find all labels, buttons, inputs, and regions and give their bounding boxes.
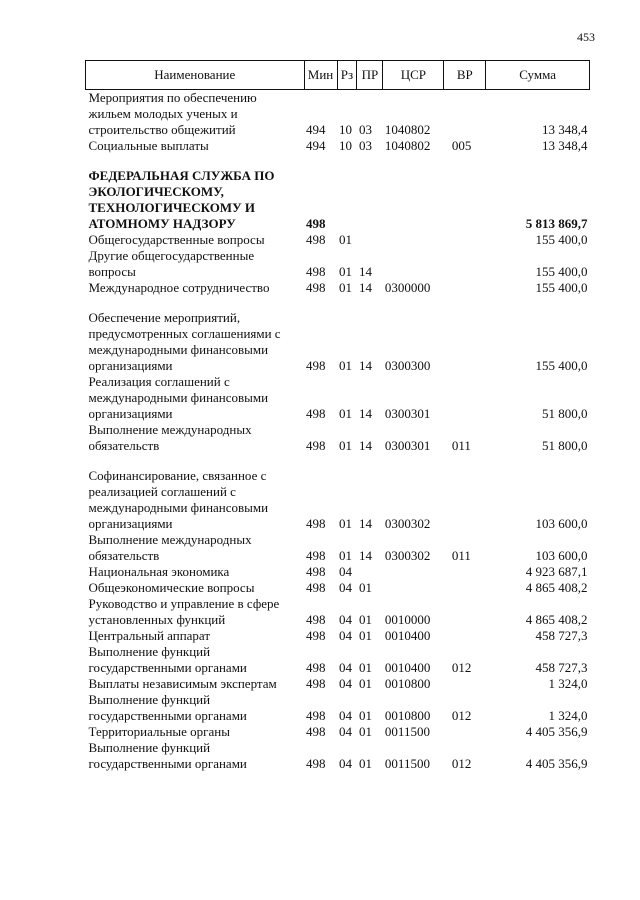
cell-name: Другие общегосударственные вопросы bbox=[88, 248, 255, 279]
table-row bbox=[86, 422, 590, 454]
cell-csr bbox=[383, 232, 444, 248]
cell-vr bbox=[444, 154, 486, 232]
cell-sum: 13 348,4 bbox=[542, 122, 588, 137]
cell-min: 498 bbox=[306, 660, 326, 675]
table-row bbox=[86, 248, 590, 280]
cell-min: 498 bbox=[306, 264, 326, 279]
cell-rz: 01 bbox=[339, 548, 352, 563]
cell-vr bbox=[444, 628, 486, 644]
cell-vr: 005 bbox=[451, 138, 472, 153]
cell-rz: 01 bbox=[339, 438, 352, 453]
cell-sum: 103 600,0 bbox=[535, 516, 588, 531]
cell-name: Общеэкономические вопросы bbox=[88, 580, 255, 595]
cell-pr: 03 bbox=[358, 122, 372, 137]
table-row bbox=[86, 676, 590, 692]
header-pr: ПР bbox=[357, 61, 383, 90]
cell-sum: 51 800,0 bbox=[542, 406, 588, 421]
cell-rz: 04 bbox=[339, 564, 352, 579]
cell-name: ФЕДЕРАЛЬНАЯ СЛУЖБА ПО ЭКОЛОГИЧЕСКОМУ, ТЕХНОЛОГИЧЕСКОМУ И АТОМНОМУ НАДЗОРУ bbox=[88, 168, 275, 231]
cell-min: 498 bbox=[306, 724, 326, 739]
header-min: Мин bbox=[304, 61, 337, 90]
cell-pr: 14 bbox=[358, 264, 372, 279]
cell-name: Международное сотрудничество bbox=[88, 280, 270, 295]
cell-min: 498 bbox=[306, 756, 326, 771]
table-row bbox=[86, 724, 590, 740]
cell-pr: 14 bbox=[358, 548, 372, 563]
cell-pr bbox=[357, 564, 383, 580]
cell-min: 498 bbox=[306, 232, 326, 247]
cell-rz: 04 bbox=[339, 724, 352, 739]
table-row bbox=[86, 596, 590, 628]
cell-sum: 1 324,0 bbox=[548, 708, 588, 723]
cell-vr bbox=[444, 564, 486, 580]
cell-vr: 012 bbox=[451, 756, 472, 771]
cell-rz: 04 bbox=[339, 660, 352, 675]
cell-csr bbox=[383, 564, 444, 580]
cell-sum: 13 348,4 bbox=[542, 138, 588, 153]
cell-pr bbox=[357, 232, 383, 248]
cell-rz: 10 bbox=[339, 138, 352, 153]
cell-min: 498 bbox=[306, 676, 326, 691]
cell-name: Территориальные органы bbox=[88, 724, 230, 739]
budget-table bbox=[85, 60, 590, 772]
table-row bbox=[86, 296, 590, 374]
header-sum: Сумма bbox=[486, 61, 590, 90]
cell-min: 498 bbox=[306, 564, 326, 579]
cell-csr: 1040802 bbox=[384, 138, 431, 153]
cell-pr: 01 bbox=[358, 724, 372, 739]
cell-rz: 04 bbox=[339, 708, 352, 723]
cell-sum: 4 405 356,9 bbox=[525, 756, 588, 771]
cell-vr bbox=[444, 232, 486, 248]
cell-pr: 14 bbox=[358, 406, 372, 421]
cell-min: 498 bbox=[306, 708, 326, 723]
cell-name: Выполнение функций государственными органами bbox=[88, 644, 247, 675]
cell-name: Выплаты независимым экспертам bbox=[88, 676, 277, 691]
cell-pr: 01 bbox=[358, 580, 372, 595]
cell-pr: 01 bbox=[358, 660, 372, 675]
cell-rz: 04 bbox=[339, 612, 352, 627]
cell-name: Выполнение функций государственными органами bbox=[88, 740, 247, 771]
cell-csr: 0010800 bbox=[384, 708, 431, 723]
cell-csr: 0011500 bbox=[384, 724, 430, 739]
cell-sum: 1 324,0 bbox=[548, 676, 588, 691]
cell-name: Общегосударственные вопросы bbox=[88, 232, 265, 247]
cell-sum: 4 865 408,2 bbox=[525, 612, 588, 627]
cell-vr bbox=[444, 676, 486, 692]
cell-vr: 011 bbox=[451, 548, 471, 563]
cell-vr bbox=[444, 90, 486, 139]
cell-pr: 03 bbox=[358, 138, 372, 153]
cell-min: 498 bbox=[306, 406, 326, 421]
table-row bbox=[86, 580, 590, 596]
cell-vr bbox=[444, 296, 486, 374]
cell-sum: 155 400,0 bbox=[535, 232, 588, 247]
cell-name: Выполнение международных обязательств bbox=[88, 532, 252, 563]
cell-sum: 458 727,3 bbox=[535, 628, 588, 643]
table-row bbox=[86, 564, 590, 580]
cell-csr: 0010400 bbox=[384, 660, 431, 675]
cell-vr bbox=[444, 374, 486, 422]
cell-pr: 01 bbox=[358, 708, 372, 723]
cell-vr: 012 bbox=[451, 708, 472, 723]
table-row bbox=[86, 644, 590, 676]
table-row bbox=[86, 374, 590, 422]
cell-name: Выполнение международных обязательств bbox=[88, 422, 252, 453]
cell-sum: 103 600,0 bbox=[535, 548, 588, 563]
table-header bbox=[86, 61, 590, 90]
cell-pr: 01 bbox=[358, 676, 372, 691]
cell-name: Мероприятия по обеспечению жильем молодых ученых и строительство общежитий bbox=[88, 90, 257, 137]
page-number: 453 bbox=[577, 30, 595, 44]
cell-pr bbox=[357, 154, 383, 232]
table-row bbox=[86, 280, 590, 296]
cell-sum: 458 727,3 bbox=[535, 660, 588, 675]
cell-rz: 10 bbox=[339, 122, 352, 137]
cell-pr: 14 bbox=[358, 516, 372, 531]
cell-sum: 4 865 408,2 bbox=[525, 580, 588, 595]
cell-csr: 0300000 bbox=[384, 280, 431, 295]
table-row bbox=[86, 532, 590, 564]
cell-name: Выполнение функций государственными органами bbox=[88, 692, 247, 723]
cell-sum: 155 400,0 bbox=[535, 280, 588, 295]
cell-min: 498 bbox=[306, 280, 326, 295]
cell-pr: 14 bbox=[358, 438, 372, 453]
header-csr: ЦСР bbox=[383, 61, 444, 90]
cell-rz: 01 bbox=[339, 232, 352, 247]
cell-min: 498 bbox=[306, 580, 326, 595]
cell-min: 498 bbox=[306, 438, 326, 453]
cell-sum: 155 400,0 bbox=[535, 264, 588, 279]
cell-min: 494 bbox=[306, 138, 326, 153]
cell-name: Обеспечение мероприятий, предусмотренных соглашениями с международными финансовыми организациями bbox=[88, 310, 281, 373]
cell-rz: 04 bbox=[339, 628, 352, 643]
cell-rz: 04 bbox=[339, 580, 352, 595]
cell-csr bbox=[383, 580, 444, 596]
cell-csr: 0010000 bbox=[384, 612, 431, 627]
table-row bbox=[86, 740, 590, 772]
cell-rz: 01 bbox=[339, 264, 352, 279]
cell-name: Реализация соглашений с международными финансовыми организациями bbox=[88, 374, 269, 421]
cell-name: Национальная экономика bbox=[88, 564, 230, 579]
cell-min: 498 bbox=[306, 516, 326, 531]
cell-csr: 0300300 bbox=[384, 358, 431, 373]
cell-vr bbox=[444, 454, 486, 532]
cell-csr bbox=[383, 248, 444, 280]
header-rz: Рз bbox=[337, 61, 357, 90]
cell-min: 498 bbox=[306, 548, 326, 563]
cell-pr: 01 bbox=[358, 612, 372, 627]
cell-pr: 01 bbox=[358, 628, 372, 643]
cell-csr: 0010400 bbox=[384, 628, 431, 643]
cell-rz: 04 bbox=[339, 676, 352, 691]
cell-rz bbox=[337, 154, 357, 232]
table-row bbox=[86, 692, 590, 724]
cell-name: Руководство и управление в сфере установленных функций bbox=[88, 596, 280, 627]
table-row bbox=[86, 232, 590, 248]
cell-rz: 01 bbox=[339, 516, 352, 531]
cell-csr bbox=[383, 154, 444, 232]
cell-sum: 155 400,0 bbox=[535, 358, 588, 373]
cell-name: Софинансирование, связанное с реализацией соглашений с международными финансовыми организациями bbox=[88, 468, 269, 531]
table-row bbox=[86, 138, 590, 154]
cell-vr bbox=[444, 724, 486, 740]
cell-sum: 4 923 687,1 bbox=[525, 564, 588, 579]
cell-pr: 14 bbox=[358, 358, 372, 373]
cell-csr: 0300301 bbox=[384, 406, 431, 421]
cell-min: 494 bbox=[306, 122, 326, 137]
cell-vr: 012 bbox=[451, 660, 472, 675]
cell-vr bbox=[444, 580, 486, 596]
cell-min: 498 bbox=[306, 628, 326, 643]
header-vr: ВР bbox=[444, 61, 486, 90]
cell-min: 498 bbox=[306, 358, 326, 373]
cell-name: Социальные выплаты bbox=[88, 138, 209, 153]
table-row bbox=[86, 628, 590, 644]
header-name: Наименование bbox=[86, 61, 305, 90]
cell-vr bbox=[444, 280, 486, 296]
cell-rz: 04 bbox=[339, 756, 352, 771]
cell-csr: 0011500 bbox=[384, 756, 430, 771]
table-row bbox=[86, 90, 590, 139]
cell-min: 498 bbox=[306, 216, 326, 231]
table-body bbox=[86, 90, 590, 773]
cell-pr: 14 bbox=[358, 280, 372, 295]
cell-csr: 0300301 bbox=[384, 438, 431, 453]
cell-vr bbox=[444, 596, 486, 628]
cell-csr: 1040802 bbox=[384, 122, 431, 137]
cell-csr: 0300302 bbox=[384, 516, 431, 531]
cell-csr: 0010800 bbox=[384, 676, 431, 691]
cell-rz: 01 bbox=[339, 280, 352, 295]
cell-sum: 5 813 869,7 bbox=[525, 216, 588, 231]
table-row bbox=[86, 454, 590, 532]
table-row-section bbox=[86, 154, 590, 232]
cell-rz: 01 bbox=[339, 406, 352, 421]
cell-pr: 01 bbox=[358, 756, 372, 771]
cell-min: 498 bbox=[306, 612, 326, 627]
cell-sum: 51 800,0 bbox=[542, 438, 588, 453]
cell-csr: 0300302 bbox=[384, 548, 431, 563]
cell-vr bbox=[444, 248, 486, 280]
cell-name: Центральный аппарат bbox=[88, 628, 211, 643]
cell-sum: 4 405 356,9 bbox=[525, 724, 588, 739]
cell-rz: 01 bbox=[339, 358, 352, 373]
cell-vr: 011 bbox=[451, 438, 471, 453]
